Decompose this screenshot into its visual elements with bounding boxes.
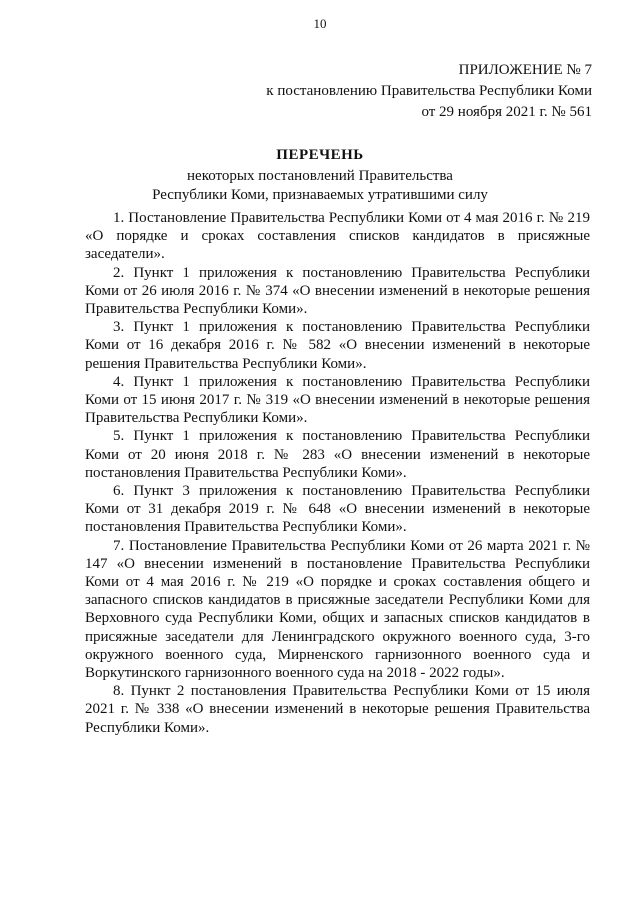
document-subtitle-line-2: Республики Коми, признаваемых утратившими силу bbox=[152, 187, 488, 203]
document-heading bbox=[60, 146, 580, 205]
list-item: 4. Пункт 1 приложения к постановлению Правительства Республики Коми от 15 июня 2017 г. № 319 «О внесении изменений в некоторые решения Правительства Республики Коми». bbox=[85, 373, 590, 427]
document-subtitle-line-1: некоторых постановлений Правительства bbox=[187, 168, 453, 184]
list-item: 1. Постановление Правительства Республики Коми от 4 мая 2016 г. № 219 «О порядке и сроках составления списков кандидатов в присяжные заседатели». bbox=[85, 210, 590, 263]
list-item: 3. Пункт 1 приложения к постановлению Правительства Республики Коми от 16 декабря 2016 г. № 582 «О внесении изменений в некоторые решения Правительства Республики Коми». bbox=[85, 319, 590, 372]
document-title: ПЕРЕЧЕНЬ bbox=[276, 147, 364, 163]
list-item: 7. Постановление Правительства Республики Коми от 26 марта 2021 г. № 147 «О внесении изменений в постановление Правительства Республики Коми от 4 мая 2016 г. № 219 «О порядке и сроках составления общего и запасного списков кандидатов в присяжные заседатели Республики Коми для Верховного суда Республики Коми, общих и запасных списков кандидатов в присяжные заседатели для Ленинградского окружного военного суда, 3-го окружного военного суда, Мирненского гарнизонного военного суда и Воркутинского гарнизонного военного суда на 2018 - 2022 годы». bbox=[85, 537, 590, 682]
list-item: 6. Пункт 3 приложения к постановлению Правительства Республики Коми от 31 декабря 2019 г. № 648 «О внесении изменений в некоторые постановления Правительства Республики Коми». bbox=[85, 483, 590, 536]
list-item: 8. Пункт 2 постановления Правительства Республики Коми от 15 июля 2021 г. № 338 «О внесении изменений в некоторые решения Правительства Республики Коми». bbox=[85, 683, 590, 736]
appendix-line-1: к постановлению Правительства Республики Коми bbox=[266, 83, 592, 99]
list-item: 2. Пункт 1 приложения к постановлению Правительства Республики Коми от 26 июля 2016 г. № 374 «О внесении изменений в некоторые решения Правительства Республики Коми». bbox=[85, 264, 590, 318]
appendix-header bbox=[266, 60, 592, 123]
page-number: 10 bbox=[313, 16, 327, 31]
list-item: 5. Пункт 1 приложения к постановлению Правительства Республики Коми от 20 июня 2018 г. № 283 «О внесении изменений в некоторые постановления Правительства Республики Коми». bbox=[85, 428, 590, 481]
appendix-line-2: от 29 ноября 2021 г. № 561 bbox=[421, 104, 592, 120]
repealed-acts-list bbox=[85, 209, 590, 737]
appendix-title: ПРИЛОЖЕНИЕ № 7 bbox=[458, 62, 592, 78]
